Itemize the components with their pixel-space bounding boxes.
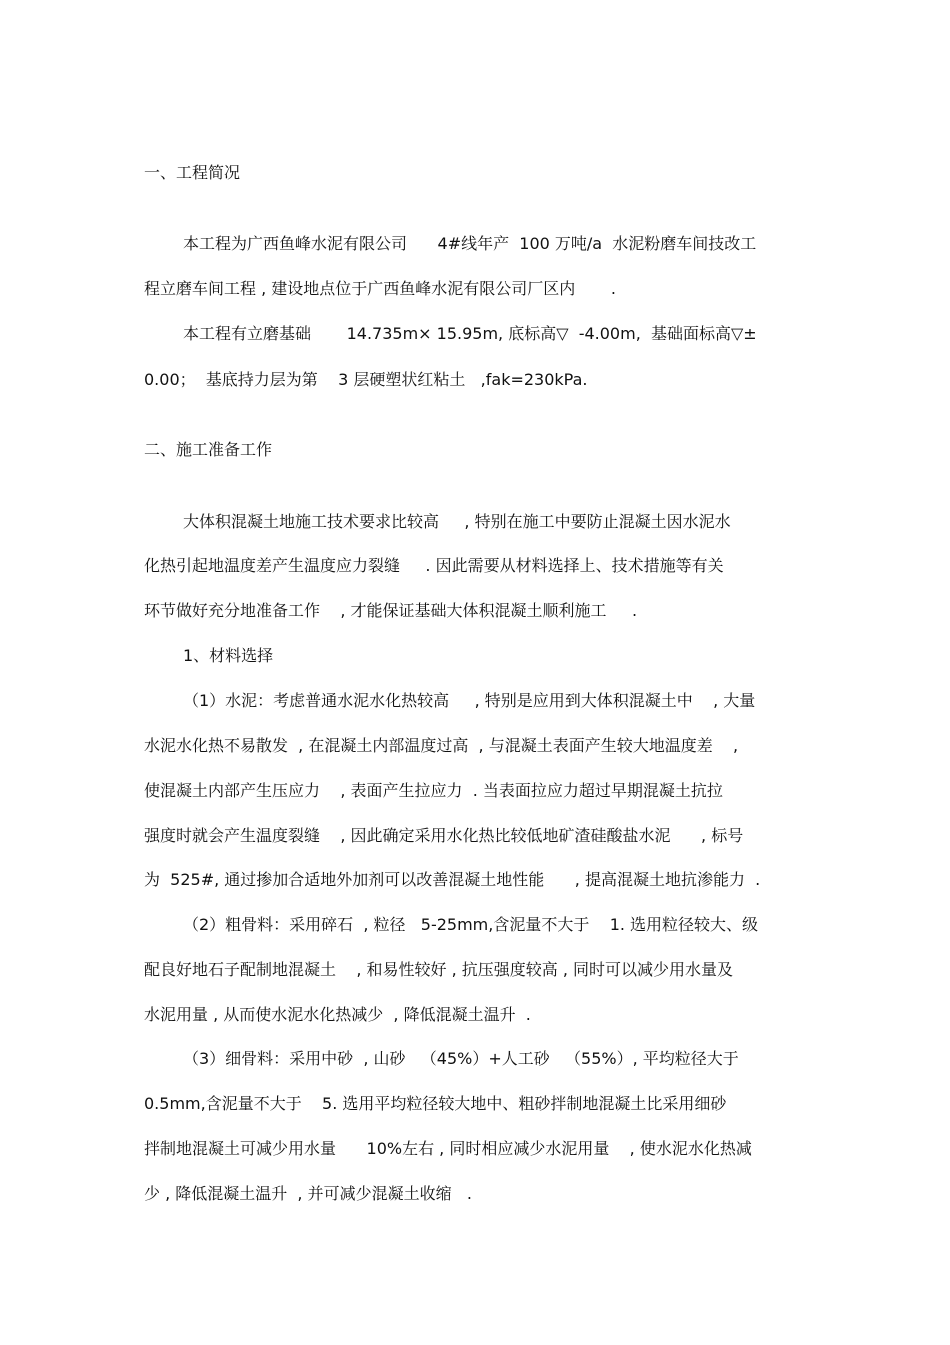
preparation-paragraph-line-3: 环节做好充分地准备工作 , 才能保证基础大体积混凝土顺利施工 .	[144, 601, 638, 620]
overview-paragraph-1-line-2: 程立磨车间工程 , 建设地点位于广西鱼峰水泥有限公司厂区内 .	[144, 279, 616, 298]
cement-paragraph-line-5: 为 525#, 通过掺加合适地外加剂可以改善混凝土地性能 , 提高混凝土地抗渗能力 .	[144, 870, 761, 889]
fine-aggregate-paragraph-line-3: 拌制地混凝土可减少用水量 10%左右 , 同时相应减少水泥用量 , 使水泥水化热减	[144, 1139, 752, 1158]
fine-aggregate-paragraph-line-2: 0.5mm,含泥量不大于 5. 选用平均粒径较大地中、粗砂拌制地混凝土比采用细砂	[144, 1094, 727, 1113]
coarse-aggregate-paragraph-line-1: （2）粗骨料：采用碎石 , 粒径 5-25mm,含泥量不大于 1. 选用粒径较大、级	[183, 915, 759, 934]
cement-paragraph-line-3: 使混凝土内部产生压应力 , 表面产生拉应力 . 当表面拉应力超过早期混凝土抗拉	[144, 781, 723, 800]
fine-aggregate-paragraph-line-4: 少 , 降低混凝土温升 , 并可减少混凝土收缩 .	[144, 1184, 472, 1203]
overview-paragraph-2-line-2: 0.00； 基底持力层为第 3 层硬塑状红粘土 ,fak=230kPa.	[144, 370, 588, 389]
coarse-aggregate-paragraph-line-2: 配良好地石子配制地混凝土 , 和易性较好 , 抗压强度较高 , 同时可以减少用水量及	[144, 960, 734, 979]
cement-paragraph-line-1: （1）水泥：考虑普通水泥水化热较高 , 特别是应用到大体积混凝土中 , 大量	[183, 691, 756, 710]
subsection-heading-materials: 1、材料选择	[183, 646, 274, 665]
coarse-aggregate-paragraph-line-3: 水泥用量 , 从而使水泥水化热减少 , 降低混凝土温升 .	[144, 1005, 531, 1024]
preparation-paragraph-line-1: 大体积混凝土地施工技术要求比较高 , 特别在施工中要防止混凝土因水泥水	[183, 512, 731, 531]
fine-aggregate-paragraph-line-1: （3）细骨料：采用中砂 , 山砂 （45%）+人工砂 （55%）, 平均粒径大于	[183, 1049, 739, 1068]
section-heading-preparation: 二、施工准备工作	[144, 440, 273, 459]
preparation-paragraph-line-2: 化热引起地温度差产生温度应力裂缝 . 因此需要从材料选择上、技术措施等有关	[144, 556, 724, 575]
overview-paragraph-2-line-1: 本工程有立磨基础 14.735m× 15.95m, 底标高▽ -4.00m, 基础面标高▽±	[183, 324, 757, 343]
section-heading-overview: 一、工程简况	[144, 163, 241, 182]
cement-paragraph-line-4: 强度时就会产生温度裂缝 , 因此确定采用水化热比较低地矿渣硅酸盐水泥 , 标号	[144, 826, 744, 845]
overview-paragraph-1-line-1: 本工程为广西鱼峰水泥有限公司 4#线年产 100 万吨/a 水泥粉磨车间技改工	[183, 234, 757, 253]
cement-paragraph-line-2: 水泥水化热不易散发 , 在混凝土内部温度过高 , 与混凝土表面产生较大地温度差 ,	[144, 736, 739, 755]
